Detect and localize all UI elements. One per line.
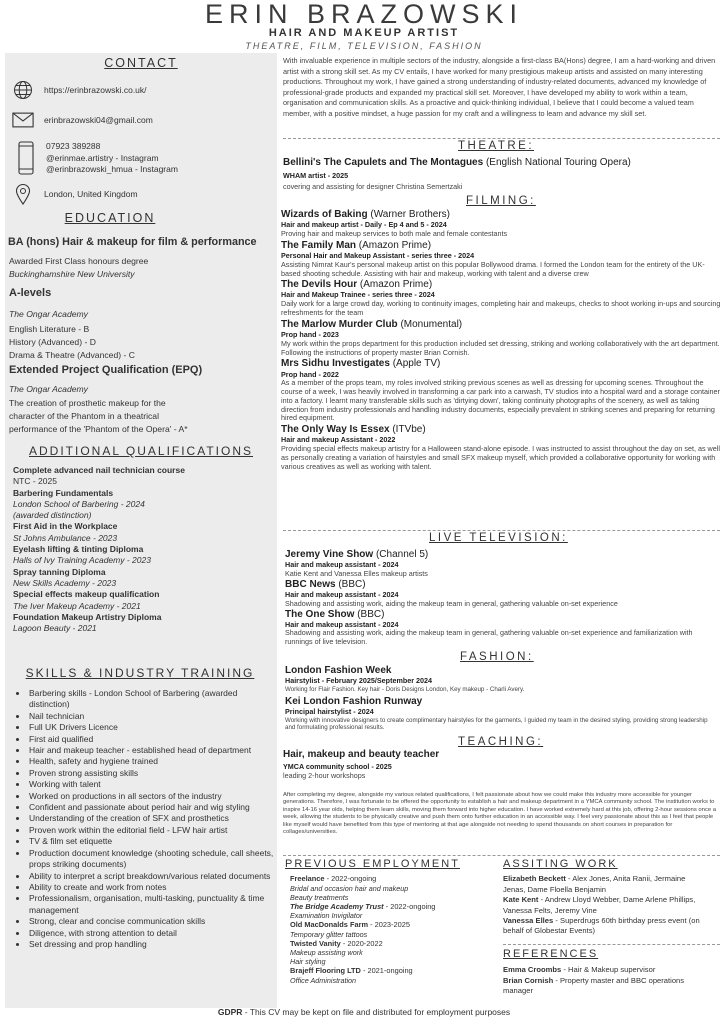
alevels-title: A-levels: [9, 287, 52, 299]
contact-heading: CONTACT: [104, 56, 178, 70]
qualification-item: Eyelash lifting & tinting Diploma Halls of Ivy Training Academy - 2023: [13, 544, 151, 566]
filming-list: [281, 209, 721, 472]
assisting-item: Elizabeth Beckett - Alex Jones, Anita Ranii, Jermaine Jenas, Dame Floella Benjamin: [503, 874, 686, 894]
divider: [283, 855, 720, 856]
qualification-item: Spray tanning Diploma New Skills Academy - 2023: [13, 566, 117, 588]
live-tv-item: BBC News (BBC) Hair and makeup assistant - 2024 Shadowing and assisting work, aiding the makeup team in general, gathering valuable on-set experience: [285, 578, 618, 608]
job-title: HAIR AND MAKEUP ARTIST: [268, 27, 460, 39]
filming-item: Mrs Sidhu Investigates (Apple TV) Prop hand - 2022 As a member of the props team, my roles involved striking previous scenes as well as dressing for upcoming scenes. Throughout the course of a week, I was heavily involved in transforming a car park into a carwash, TV studios into a hospital ward and a storage container into a factory. I learnt many transferable skills such as 'dirtying down', taking continuity photographs of the scenery, as well as taking direction from industry professionals and handling industry documents, especially prevalent in striking scenes and preparing for returning hired equipment.: [281, 358, 720, 423]
assisting-work: [503, 858, 723, 937]
skill-item: • Nail technician: [28, 711, 274, 722]
previous-employment-heading: PREVIOUS EMPLOYMENT: [285, 858, 460, 870]
alevel-3: Drama & Theatre (Advanced) - C: [9, 350, 135, 360]
degree-title: BA (hons) Hair & makeup for film & performance: [8, 236, 257, 248]
fashion-list: [285, 665, 715, 732]
fashion-item: London Fashion Week Hairstylist - February 2025/September 2024 Working for Flair Fashion. Key hair - Doris Designs London, Key makeup - Charli Avery.: [285, 665, 525, 693]
phone-number[interactable]: 07923 389288: [46, 141, 101, 151]
teaching-role: YMCA community school - 2025: [283, 762, 392, 771]
epq-title: Extended Project Qualification (EPQ): [9, 364, 203, 376]
phone-socials: [46, 141, 178, 176]
skill-item: • TV & film set etiquette: [28, 836, 274, 847]
phone-icon: [18, 141, 34, 178]
contact-location: [12, 183, 138, 205]
skill-item: • Working with talent: [28, 779, 274, 790]
right-column: [283, 56, 720, 120]
epq-school: The Ongar Academy: [9, 384, 88, 394]
job-sectors: THEATRE, FILM, TELEVISION, FASHION: [245, 41, 483, 51]
skills-list: [8, 688, 274, 950]
skill-item: • Proven work within the editorial field - LFW hair artist: [28, 825, 274, 836]
teaching-desc: leading 2-hour workshops: [283, 771, 366, 780]
live-tv-list: [285, 549, 720, 647]
contact-website[interactable]: [12, 80, 147, 100]
epq-line-2: character of the Phantom in a theatrical: [9, 411, 159, 421]
live-tv-item: Jeremy Vine Show (Channel 5) Hair and makeup assistant - 2024 Katie Kent and Vanessa Elles makeup artists: [285, 549, 429, 578]
skill-item: • Professionalism, organisation, multi-tasking, punctuality & time management: [28, 893, 274, 916]
theatre-heading: THEATRE:: [458, 140, 535, 152]
previous-employment: [285, 858, 495, 985]
employment-item: The Bridge Academy Trust - 2022-ongoing Examination Invigilator: [290, 902, 436, 921]
qualification-item: Barbering Fundamentals London School of Barbering - 2024 (awarded distinction): [13, 487, 145, 521]
references-heading: REFERENCES: [503, 948, 599, 960]
alevel-2: History (Advanced) - D: [9, 337, 96, 347]
filming-item: The Only Way Is Essex (ITVbe) Hair and makeup Assistant - 2022 Providing special effects makeup artistry for a Halloween stand-alone episode. I was instructed to assist throughout the day on set, as well as personally creating a variation of hairstyles and small SFX makeup myself, which provided a collaborative opportunity for working with various creatives as well as working with talent.: [281, 424, 720, 471]
fashion-item: Kei London Fashion Runway Principal hairstylist - 2024 Working with innovative designers to create complimentary hairstyles for the garments, I guided my team in the desired styling, providing strong leadership and formulating professional results.: [285, 695, 708, 732]
skill-item: • Diligence, with strong attention to detail: [28, 928, 274, 939]
degree-university: Buckinghamshire New University: [9, 269, 135, 279]
theatre-role: WHAM artist - 2025: [283, 171, 349, 180]
skill-item: • Production document knowledge (shooting schedule, call sheets, props striking documents): [28, 848, 274, 871]
skill-item: • Worked on productions in all sectors of the industry: [28, 791, 274, 802]
filming-item: The Devils Hour (Amazon Prime) Hair and Makeup Trainee - series three - 2024 Daily work for a large crowd day, working to continuity images, completing hair and makeups, checks to shoot working in-ups and sourcing refreshments for the team: [281, 279, 721, 318]
live-tv-heading: LIVE TELEVISION:: [429, 532, 568, 544]
skill-item: • Confident and passionate about period hair and wig styling: [28, 802, 274, 813]
skill-item: • Health, safety and hygiene trained: [28, 756, 274, 767]
email-link[interactable]: erinbrazowski04@gmail.com: [44, 114, 153, 125]
skills-heading: SKILLS & INDUSTRY TRAINING: [25, 666, 255, 680]
employment-item: Brajeff Flooring LTD - 2021-ongoing Office Administration: [290, 966, 413, 985]
intro-paragraph: With invaluable experience in multiple sectors of the industry, alongside a first-class BA(Hons) degree, I am a hard-working and driven artist with a strong skill set. As my CV entails, I have worked for many prestigious makeup artists and assisted on many interesting productions. Throughout my work, I have gained a strong understanding of industry-related documents, advanced my knowledge of professional-grade products and expanded my practical skill set. Moreover, I have developed my ability to work within a team, organisation and communication skills. As a proactive and quick-thinking individual, I believe that I could become a valued team member, with a positive mindset, a huge passion for my craft and a willingness to learn and advance my skill set.: [283, 56, 716, 118]
reference-item: Emma Croombs - Hair & Makeup supervisor: [503, 965, 656, 975]
employment-item: Twisted Vanity - 2020-2022 Makeup assisting work Hair styling: [290, 938, 383, 967]
alevel-1: English Literature - B: [9, 324, 90, 334]
qualification-item: Special effects makeup qualification The Iver Makeup Academy - 2021: [13, 589, 160, 611]
instagram-2[interactable]: @erinbrazowski_hmua - Instagram: [46, 164, 178, 175]
qualifications-list: [13, 465, 185, 634]
references: [503, 948, 723, 997]
qualification-item: Complete advanced nail technician course NTC - 2025: [13, 465, 185, 487]
teaching-heading: TEACHING:: [458, 736, 544, 748]
skill-item: • Strong, clear and concise communication skills: [28, 916, 274, 927]
skill-item: • Set dressing and prop handling: [28, 939, 274, 950]
skill-item: • Ability to interpret a script breakdown/various related documents: [28, 871, 274, 882]
map-pin-icon: [12, 183, 34, 205]
employment-item: Freelance - 2022-ongoing Bridal and occasion hair and makeup Beauty treatments: [290, 874, 409, 902]
filming-item: The Marlow Murder Club (Monumental) Prop hand - 2023 My work within the props department for this production included set dressing, striking and working collaboratively with the art department. Following the instructions of property master Brian Cornish.: [281, 318, 720, 357]
qualification-item: First Aid in the Workplace St Johns Ambulance - 2023: [13, 521, 118, 543]
teaching-title: Hair, makeup and beauty teacher: [283, 749, 440, 760]
filming-item: Wizards of Baking (Warner Brothers) Hair and makeup artist - Daily - Ep 4 and 5 - 2024 Proving hair and makeup services to both male and female contestants: [281, 209, 508, 238]
employment-item: Old MacDonalds Farm - 2023-2025 Temporary glitter tattoos: [290, 920, 410, 939]
skill-item: • Ability to create and work from notes: [28, 882, 274, 893]
epq-line-1: The creation of prosthetic makeup for the: [9, 398, 166, 408]
contact-email[interactable]: [12, 111, 153, 129]
skill-item: • Proven strong assisting skills: [28, 768, 274, 779]
envelope-icon: [12, 111, 34, 129]
gdpr-notice: GDPR - This CV may be kept on file and distributed for employment purposes: [217, 1007, 511, 1017]
reference-item: Brian Cornish - Property master and BBC operations manager: [503, 975, 685, 996]
skill-item: • Full UK Drivers Licence: [28, 722, 274, 733]
filming-item: The Family Man (Amazon Prime) Personal Hair and Makeup Assistant - series three - 2024 Assisting Nimrat Kaur's personal makeup artist on this popular Bollywood drama. I formed the London team for the entirety of the UK-based shooting schedule. Assisting with hair and makeup, working with talent and a diverse crew: [281, 239, 705, 278]
live-tv-item: The One Show (BBC) Hair and makeup assistant - 2024 Shadowing and assisting work, aiding the makeup team in general, gathering valuable on-set experience and familiarization with runnings of live television.: [285, 608, 693, 647]
degree-award: Awarded First Class honours degree: [9, 256, 149, 266]
theatre-title: Bellini's The Capulets and The Montagues (English National Touring Opera): [283, 157, 631, 168]
skill-item: • Hair and makeup teacher - established head of department: [28, 745, 274, 756]
assisting-item: Kate Kent - Andrew Lloyd Webber, Dame Arlene Phillips, Vanessa Felts, Jeremy Vine: [503, 895, 696, 915]
epq-line-3: performance of the 'Phantom of the Opera' - A*: [9, 424, 188, 434]
education-heading: EDUCATION: [64, 211, 156, 225]
qualification-item: Foundation Makeup Artistry Diploma Lagoon Beauty - 2021: [13, 611, 162, 634]
globe-icon: [12, 80, 34, 100]
instagram-1[interactable]: @erinmae.artistry - Instagram: [46, 152, 159, 163]
fashion-heading: FASHION:: [460, 651, 534, 663]
teaching-paragraph: After completing my degree, alongside my various related qualifications, I felt passionate about how we could make this industry more accessible for younger generations. Therefore, I was fortunate to be offered the opportunity to establish a hair and makeup department in a YMCA community school. The institution works to inspire 14-16 year olds, helping them learn skills, moving them forward into higher education. I have worked extremely hard at this job, offering 2-hour sessions once a week, allowing the students to be physically creative and push them onto further education in an accessible way. I feel very passionate about this as I feel that people like myself would have benefited from this type of mentoring at that age alongside not needing to spend thousands on short courses in preparation for collages/universities.: [283, 792, 717, 836]
theatre-desc: covering and assisting for designer Christina Semertzaki: [283, 182, 463, 191]
website-link[interactable]: https://erinbrazowski.co.uk/: [44, 84, 147, 95]
divider: [503, 944, 720, 945]
location-text: London, United Kingdom: [44, 188, 138, 199]
skill-item: • Barbering skills - London School of Barbering (awarded distinction): [28, 688, 274, 711]
alevels-school: The Ongar Academy: [9, 309, 88, 319]
filming-heading: FILMING:: [466, 195, 536, 207]
qualifications-heading: ADDITIONAL QUALIFICATIONS: [28, 444, 254, 458]
candidate-name: ERIN BRAZOWSKI: [204, 0, 524, 29]
skill-item: • Understanding of the creation of SFX and prosthetics: [28, 813, 274, 824]
assisting-heading: ASSITING WORK: [503, 858, 618, 870]
skill-item: • First aid qualified: [28, 734, 274, 745]
assisting-item: Vanessa Elles - Superdrugs 60th birthday press event (on behalf of Globestar Events): [503, 916, 700, 936]
